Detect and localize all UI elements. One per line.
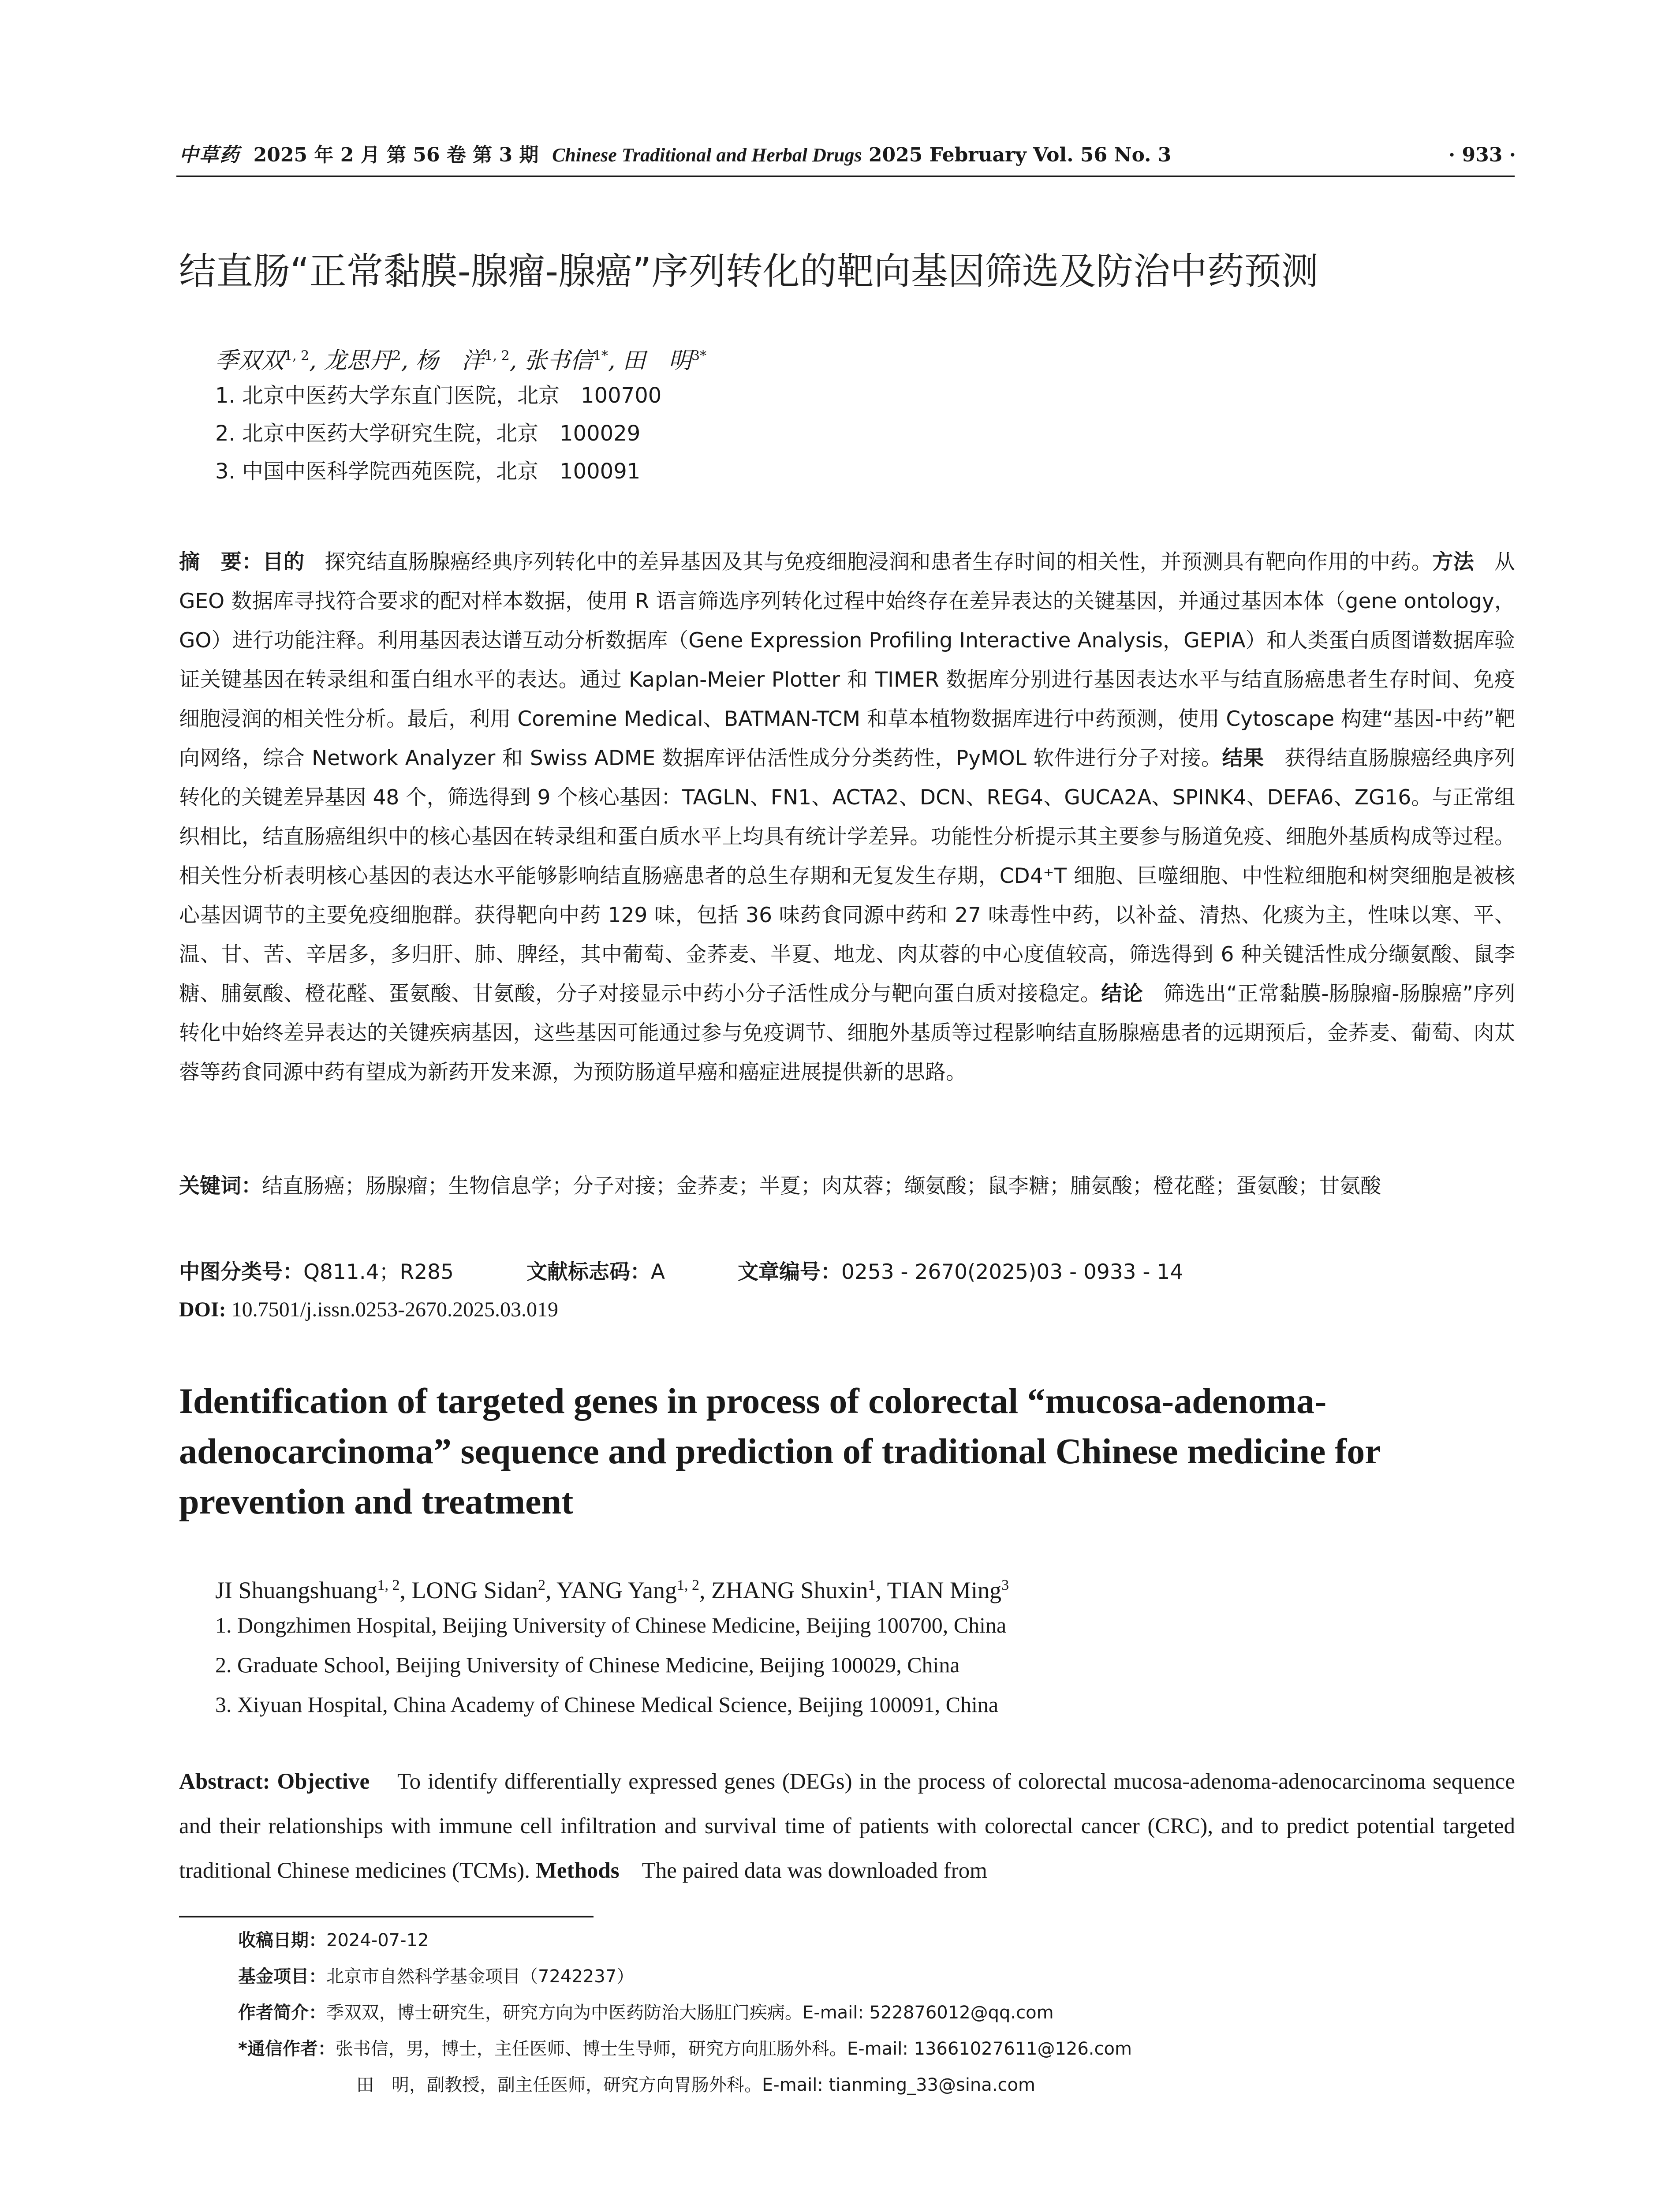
objective-en-text: To identify differentially expressed genes (DEGs) in the process of colorectal mucosa-adenoma-adenocarcinoma sequence and their relationships with immune cell infiltration and survival time of patients with colorectal cancer (CRC), and to predict potential targeted traditional Chinese medicines (TCMs). <box>179 1769 1516 1883</box>
results-label: 结果 <box>1222 746 1264 770</box>
author-cn: 田 明$^{3*}$ <box>623 348 707 374</box>
journal-name-en: Chinese Traditional and Herbal Drugs <box>552 144 862 166</box>
author-cn: 杨 洋$^{1, 2}$, <box>415 348 524 374</box>
methods-label: 方法 <box>1432 550 1475 574</box>
methods-en-text: The paired data was downloaded from <box>642 1858 987 1883</box>
affiliation-en: 2. Graduate School, Beijing University of Chinese Medicine, Beijing 100029, China <box>215 1652 960 1677</box>
article-number-label: 文章编号： <box>737 1260 841 1284</box>
footnote-corresponding <box>238 2036 1132 2062</box>
abstract-en-label: Abstract: <box>179 1769 277 1794</box>
corresponding-author-1: 张书信，男，博士，主任医师、博士生导师，研究方向肛肠外科。E-mail: 13661027611@126.com <box>335 2039 1132 2059</box>
bio-text: 季双双，博士研究生，研究方向为中医药防治大肠肛门疾病。E-mail: 522876012@qq.com <box>326 2003 1054 2023</box>
received-label: 收稿日期： <box>238 1930 326 1951</box>
author-en: TIAN Ming$^3$ <box>887 1577 1009 1603</box>
clc-label: 中图分类号： <box>179 1260 303 1284</box>
doc-code-label: 文献标志码： <box>526 1260 651 1284</box>
affiliation-en: 3. Xiyuan Hospital, China Academy of Chinese Medical Science, Beijing 100091, China <box>215 1692 999 1717</box>
authors-cn <box>215 340 706 377</box>
keywords-label: 关键词： <box>179 1174 262 1198</box>
authors-en <box>215 1568 1009 1608</box>
author-cn: 季双双$^{1, 2}$, <box>215 348 324 374</box>
author-cn: 龙思丹$^2$, <box>324 348 416 374</box>
methods-text: 从 GEO 数据库寻找符合要求的配对样本数据，使用 R 语言筛选序列转化过程中始终存在差异表达的关键基因，并通过基因本体（gene ontology，GO）进行功能注释。利用基因表达谱互动分析数据库（Gene Expression Profiling Interactive Analysis，GEPIA）和人类蛋白质图谱数据库验证关键基因在转录组和蛋白组水平的表达。通过 Kaplan-Meier Plotter 和 TIMER 数据库分别进行基因表达水平与结直肠癌患者生存时间、免疫细胞浸润的相关性分析。最后，利用 Coremine Medical、BATMAN-TCM 和草本植物数据库进行中药预测，使用 Cytoscape 构建“基因-中药”靶向网络，综合 Network Analyzer 和 Swiss ADME 数据库评估活性成分分类药性，PyMOL 软件进行分子对接。 <box>179 550 1516 770</box>
keywords-cn <box>179 1171 1515 1202</box>
author-en: ZHANG Shuxin$^1$, <box>711 1577 887 1603</box>
affiliation-cn: 2. 北京中医药大学研究生院，北京 100029 <box>215 421 641 446</box>
conclusion-label: 结论 <box>1101 982 1143 1006</box>
issue-en: 2025 February Vol. 56 No. 3 <box>868 144 1172 166</box>
article-number-value: 0253 - 2670(2025)03 - 0933 - 14 <box>841 1260 1183 1284</box>
doi-label: DOI: <box>179 1298 226 1321</box>
title-en: Identification of targeted genes in process of colorectal “mucosa-adenoma-adenocarcinoma” sequence and prediction of traditional Chinese medicine for prevention and treatment <box>179 1381 1381 1521</box>
objective-text: 探究结直肠腺癌经典序列转化中的差异基因及其与免疫细胞浸润和患者生存时间的相关性，并预测具有靶向作用的中药。 <box>325 550 1433 574</box>
keywords-text: 结直肠癌；肠腺瘤；生物信息学；分子对接；金荞麦；半夏；肉苁蓉；缬氨酸；鼠李糖；脯氨酸；橙花醛；蛋氨酸；甘氨酸 <box>262 1174 1381 1198</box>
bio-label: 作者简介： <box>238 2003 326 2023</box>
footnote-author-bio <box>238 1999 1054 2026</box>
author-en: YANG Yang$^{1, 2}$, <box>556 1577 712 1603</box>
page-number: · 933 · <box>1448 144 1516 166</box>
journal-name-cn: 中草药 <box>179 144 240 166</box>
author-cn: 张书信$^{1*}$, <box>524 348 623 374</box>
abstract-cn <box>179 542 1515 1092</box>
affiliation-cn: 3. 中国中医科学院西苑医院，北京 100091 <box>215 459 641 484</box>
results-text: 获得结直肠腺癌经典序列转化的关键差异基因 48 个，筛选得到 9 个核心基因：TAGLN、FN1、ACTA2、DCN、REG4、GUCA2A、SPINK4、DEFA6、ZG16。与正常组织相比，结直肠癌组织中的核心基因在转录组和蛋白质水平上均具有统计学差异。功能性分析提示其主要参与肠道免疫、细胞外基质构成等过程。相关性分析表明核心基因的表达水平能够影响结直肠癌患者的总生存期和无复发生存期，CD4⁺T 细胞、巨噬细胞、中性粒细胞和树突细胞是被核心基因调节的主要免疫细胞群。获得靶向中药 129 味，包括 36 味药食同源中药和 27 味毒性中药，以补益、清热、化痰为主，性味以寒、平、温、甘、苦、辛居多，多归肝、肺、脾经，其中葡萄、金荞麦、半夏、地龙、肉苁蓉的中心度值较高，筛选得到 6 种关键活性成分缬氨酸、鼠李糖、脯氨酸、橙花醛、蛋氨酸、甘氨酸，分子对接显示中药小分子活性成分与靶向蛋白质对接稳定。 <box>179 746 1516 1006</box>
corresponding-label: *通信作者： <box>238 2039 336 2059</box>
doi <box>179 1294 558 1325</box>
abstract-label: 摘 要： <box>179 550 263 574</box>
fund-text: 北京市自然科学基金项目（7242237） <box>326 1966 635 1987</box>
classification-line <box>179 1257 1183 1288</box>
objective-label: 目的 <box>262 550 305 574</box>
methods-en-label: Methods <box>535 1858 620 1883</box>
doi-value[interactable]: 10.7501/j.issn.0253-2670.2025.03.019 <box>231 1298 559 1321</box>
author-en: JI Shuangshuang$^{1, 2}$, <box>215 1577 412 1603</box>
author-en: LONG Sidan$^2$, <box>411 1577 556 1603</box>
clc-value: Q811.4；R285 <box>303 1260 454 1284</box>
affiliation-cn: 1. 北京中医药大学东直门医院，北京 100700 <box>215 383 662 408</box>
conclusion-text: 筛选出“正常黏膜-肠腺瘤-肠腺癌”序列转化中始终差异表达的关键疾病基因，这些基因可能通过参与免疫调节、细胞外基质等过程影响结直肠腺癌患者的远期预后，金荞麦、葡萄、肉苁蓉等药食同源中药有望成为新药开发来源，为预防肠道早癌和癌症进展提供新的思路。 <box>179 982 1515 1084</box>
received-date: 2024-07-12 <box>326 1930 429 1951</box>
footnote-rule <box>179 1916 594 1917</box>
issue-cn: 2025 年 2 月 第 56 卷 第 3 期 <box>253 144 539 166</box>
footnote-fund <box>238 1963 634 1990</box>
abstract-en <box>179 1760 1515 1893</box>
fund-label: 基金项目： <box>238 1966 326 1987</box>
header-rule <box>176 176 1515 177</box>
footnote-received <box>238 1927 429 1954</box>
affiliation-en: 1. Dongzhimen Hospital, Beijing University of Chinese Medicine, Beijing 100700, China <box>215 1613 1007 1637</box>
title-cn: 结直肠“正常黏膜-腺瘤-腺癌”序列转化的靶向基因筛选及防治中药预测 <box>179 250 1318 293</box>
objective-en-label: Objective <box>277 1769 370 1794</box>
doc-code-value: A <box>650 1260 665 1284</box>
running-header <box>179 142 1516 168</box>
footnote-corresponding-2: 田 明，副教授，副主任医师，研究方向胃肠外科。E-mail: tianming_33@sina.com <box>356 2075 1035 2095</box>
